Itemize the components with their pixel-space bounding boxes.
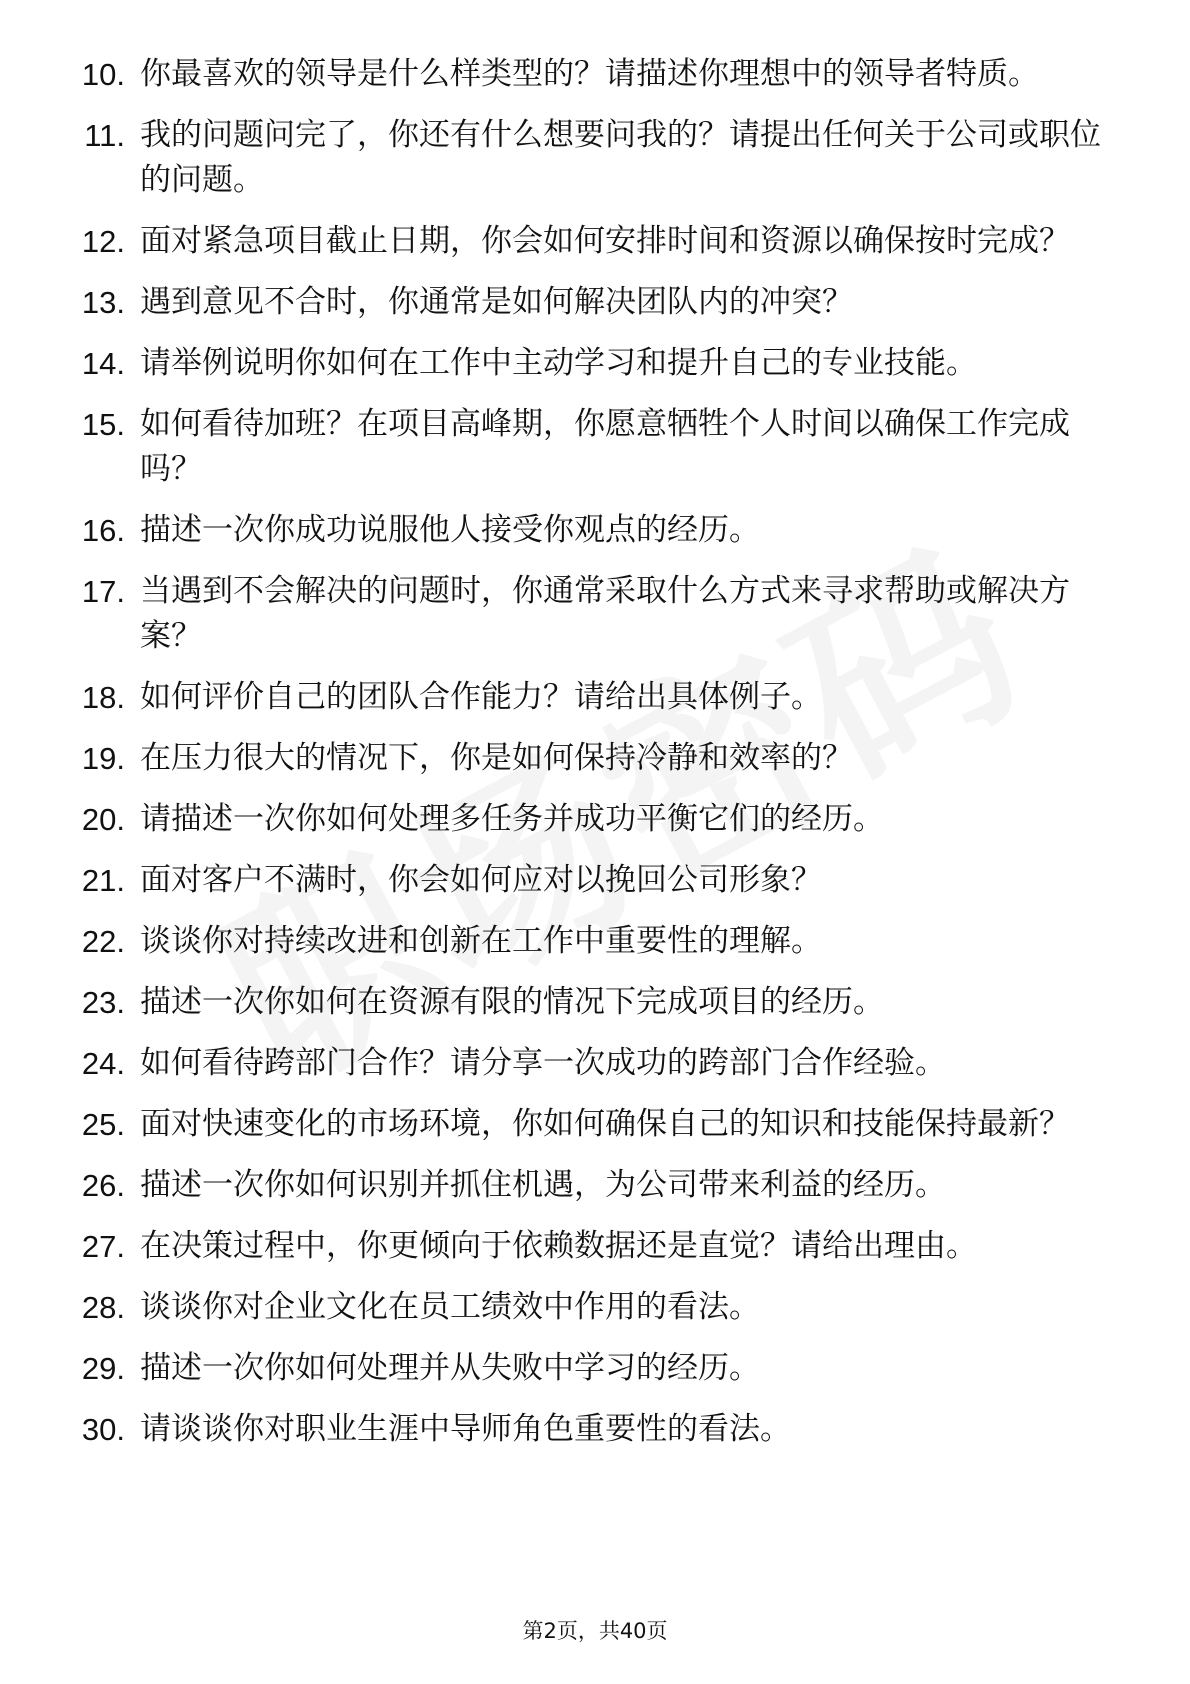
question-text: 如何评价自己的团队合作能力？请给出具体例子。 — [140, 679, 822, 715]
question-text: 面对客户不满时，你会如何应对以挽回公司形象？ — [140, 862, 822, 898]
list-item — [55, 919, 1125, 964]
question-number: 21. — [81, 863, 125, 898]
question-number: 28. — [81, 1290, 125, 1325]
question-number: 24. — [81, 1046, 125, 1081]
question-text: 谈谈你对企业文化在员工绩效中作用的看法。 — [140, 1289, 760, 1325]
question-text: 如何看待跨部门合作？请分享一次成功的跨部门合作经验。 — [140, 1045, 946, 1081]
list-item — [55, 858, 1125, 903]
question-number: 29. — [81, 1351, 125, 1386]
question-text: 请举例说明你如何在工作中主动学习和提升自己的专业技能。 — [140, 345, 977, 381]
page-number-label: 第2页，共40页 — [522, 1619, 668, 1643]
question-number: 12. — [81, 224, 125, 259]
question-number: 18. — [81, 680, 125, 715]
question-number: 27. — [81, 1229, 125, 1264]
question-number: 22. — [81, 924, 125, 959]
question-number: 23. — [81, 985, 125, 1020]
question-text: 当遇到不会解决的问题时，你通常采取什么方式来寻求帮助或解决方案？ — [140, 573, 1070, 654]
question-number: 17. — [81, 574, 125, 609]
question-number: 14. — [81, 346, 125, 381]
question-number: 16. — [81, 513, 125, 548]
list-item — [55, 675, 1125, 720]
question-text: 请谈谈你对职业生涯中导师角色重要性的看法。 — [140, 1411, 791, 1447]
list-item — [55, 52, 1125, 97]
list-item — [55, 341, 1125, 386]
question-text: 如何看待加班？在项目高峰期，你愿意牺牲个人时间以确保工作完成吗？ — [140, 406, 1070, 487]
list-item — [55, 1407, 1125, 1452]
question-text: 面对紧急项目截止日期，你会如何安排时间和资源以确保按时完成？ — [140, 223, 1070, 259]
list-item — [55, 1346, 1125, 1391]
question-number: 10. — [81, 57, 125, 92]
list-item — [55, 508, 1125, 553]
list-item — [55, 1163, 1125, 1208]
question-number: 19. — [81, 741, 125, 776]
question-list — [55, 52, 1125, 1468]
question-text: 遇到意见不合时，你通常是如何解决团队内的冲突？ — [140, 284, 853, 320]
question-number: 30. — [81, 1412, 125, 1447]
question-number: 25. — [81, 1107, 125, 1142]
question-text: 请描述一次你如何处理多任务并成功平衡它们的经历。 — [140, 801, 884, 837]
question-number: 15. — [81, 407, 125, 442]
list-item — [55, 736, 1125, 781]
question-text: 面对快速变化的市场环境，你如何确保自己的知识和技能保持最新？ — [140, 1106, 1070, 1142]
list-item — [55, 1102, 1125, 1147]
list-item — [55, 569, 1125, 659]
question-text: 我的问题问完了，你还有什么想要问我的？请提出任何关于公司或职位的问题。 — [140, 117, 1101, 198]
list-item — [55, 980, 1125, 1025]
question-text: 在决策过程中，你更倾向于依赖数据还是直觉？请给出理由。 — [140, 1228, 977, 1264]
list-item — [55, 1285, 1125, 1330]
question-text: 描述一次你如何处理并从失败中学习的经历。 — [140, 1350, 760, 1386]
question-text: 你最喜欢的领导是什么样类型的？请描述你理想中的领导者特质。 — [140, 56, 1039, 92]
page-footer — [0, 1616, 1190, 1646]
list-item — [55, 280, 1125, 325]
question-text: 谈谈你对持续改进和创新在工作中重要性的理解。 — [140, 923, 822, 959]
list-item — [55, 113, 1125, 203]
list-item — [55, 1224, 1125, 1269]
question-number: 11. — [84, 118, 125, 153]
question-number: 20. — [81, 802, 125, 837]
question-number: 26. — [81, 1168, 125, 1203]
list-item — [55, 1041, 1125, 1086]
question-text: 描述一次你如何识别并抓住机遇，为公司带来利益的经历。 — [140, 1167, 946, 1203]
question-text: 在压力很大的情况下，你是如何保持冷静和效率的？ — [140, 740, 853, 776]
question-text: 描述一次你如何在资源有限的情况下完成项目的经历。 — [140, 984, 884, 1020]
question-text: 描述一次你成功说服他人接受你观点的经历。 — [140, 512, 760, 548]
list-item — [55, 402, 1125, 492]
question-number: 13. — [81, 285, 125, 320]
list-item — [55, 219, 1125, 264]
list-item — [55, 797, 1125, 842]
